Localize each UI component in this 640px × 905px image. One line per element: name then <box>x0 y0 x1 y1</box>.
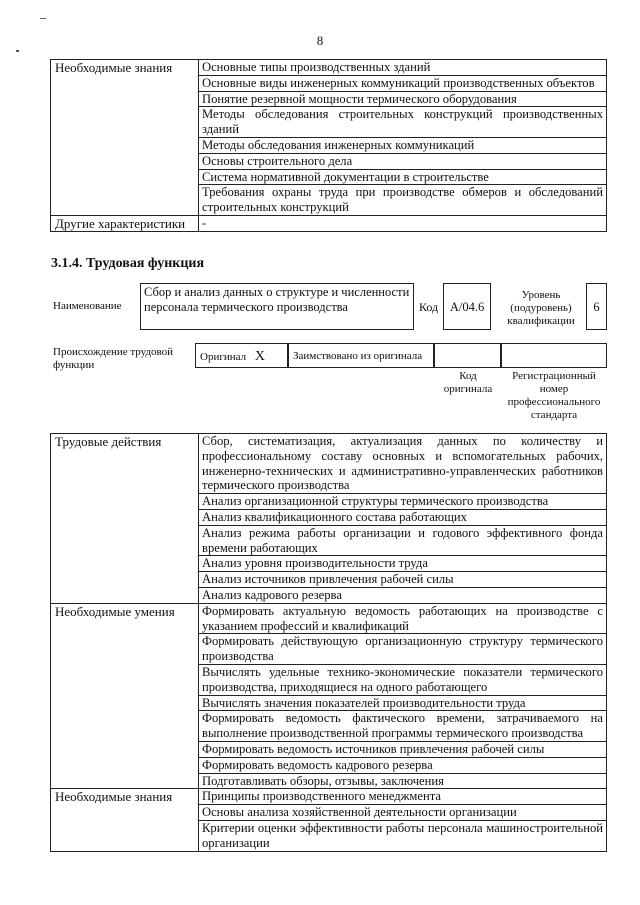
function-table <box>50 433 607 852</box>
table-row <box>51 789 607 805</box>
row-label: Необходимые знания <box>51 789 199 851</box>
list-item: Основы строительного дела <box>199 153 607 169</box>
table-row <box>51 434 607 494</box>
list-item: Вычислять значения показателей производительности труда <box>199 695 607 711</box>
list-item: Система нормативной документации в строительстве <box>199 169 607 185</box>
name-label: Наименование <box>53 300 122 312</box>
row-label: Другие характеристики <box>51 215 199 231</box>
reg-caption: Регистрационный номер профессионального стандарта <box>507 370 601 421</box>
table-row <box>51 60 607 76</box>
list-item: Анализ источников привлечения рабочей силы <box>199 572 607 588</box>
borrowed-label: Заимствовано из оригинала <box>293 350 423 362</box>
list-item: - <box>199 215 607 231</box>
list-item: Основные виды инженерных коммуникаций производственных объектов <box>199 75 607 91</box>
list-item: Формировать ведомость источников привлечения рабочей силы <box>199 741 607 757</box>
list-item: Основные типы производственных зданий <box>199 60 607 76</box>
list-item: Анализ кадрового резерва <box>199 587 607 603</box>
function-name-box <box>140 283 414 330</box>
original-label: Оригинал <box>200 351 247 363</box>
code-caption: Код оригинала <box>443 370 493 395</box>
level-label: Уровень (подуровень) квалификации <box>507 289 575 327</box>
row-label: Необходимые умения <box>51 603 199 789</box>
function-name: Сбор и анализ данных о структуре и численности персонала термического производства <box>144 285 410 314</box>
list-item: Формировать ведомость фактического времени, затрачиваемого на выполнение производственной программы термического производства <box>199 711 607 742</box>
table-row <box>51 215 607 231</box>
list-item: Анализ организационной структуры термического производства <box>199 494 607 510</box>
list-item: Принципы производственного менеджмента <box>199 789 607 805</box>
section-title: 3.1.4. Трудовая функция <box>51 256 205 271</box>
list-item: Методы обследования инженерных коммуникаций <box>199 137 607 153</box>
code-label: Код <box>419 300 439 314</box>
list-item: Критерии оценки эффективности работы персонала машиностроительной организации <box>199 820 607 851</box>
table-row <box>51 603 607 634</box>
original-mark: X <box>254 349 265 364</box>
list-item: Формировать ведомость кадрового резерва <box>199 757 607 773</box>
original-box <box>195 343 288 368</box>
level-box <box>586 283 607 330</box>
list-item: Основы анализа хозяйственной деятельности организации <box>199 805 607 821</box>
scan-mark <box>40 18 46 19</box>
code-box <box>443 283 491 330</box>
origin-label: Происхождение трудовой функции <box>53 346 174 371</box>
list-item: Требования охраны труда при производстве обмеров и обследований строительных конструкций <box>199 185 607 216</box>
row-label: Трудовые действия <box>51 434 199 604</box>
list-item: Понятие резервной мощности термического оборудования <box>199 91 607 107</box>
knowledge-table <box>50 59 607 232</box>
level-value: 6 <box>593 300 600 314</box>
list-item: Методы обследования строительных конструкций производственных зданий <box>199 107 607 138</box>
code-value: А/04.6 <box>449 300 485 314</box>
scan-mark <box>16 50 19 52</box>
row-label: Необходимые знания <box>51 60 199 216</box>
list-item: Сбор, систематизация, актуализация данных по количеству и профессиональному составу основных и вспомогательных рабочих, инженерно-технических и административно-управленческих работников термического производства <box>199 434 607 494</box>
borrowed-box <box>288 343 434 368</box>
list-item: Подготавливать обзоры, отзывы, заключения <box>199 773 607 789</box>
list-item: Формировать актуальную ведомость работающих на производстве с указанием профессий и квалификаций <box>199 603 607 634</box>
list-item: Анализ режима работы организации и годового эффективного фонда времени работающих <box>199 525 607 556</box>
list-item: Анализ уровня производительности труда <box>199 556 607 572</box>
reg-number-box <box>501 343 607 368</box>
list-item: Вычислять удельные технико-экономические показатели термического производства, приходящиеся на одного работающего <box>199 664 607 695</box>
original-code-box <box>434 343 501 368</box>
list-item: Анализ квалификационного состава работающих <box>199 509 607 525</box>
page-number: 8 <box>316 33 324 48</box>
list-item: Формировать действующую организационную структуру термического производства <box>199 634 607 665</box>
